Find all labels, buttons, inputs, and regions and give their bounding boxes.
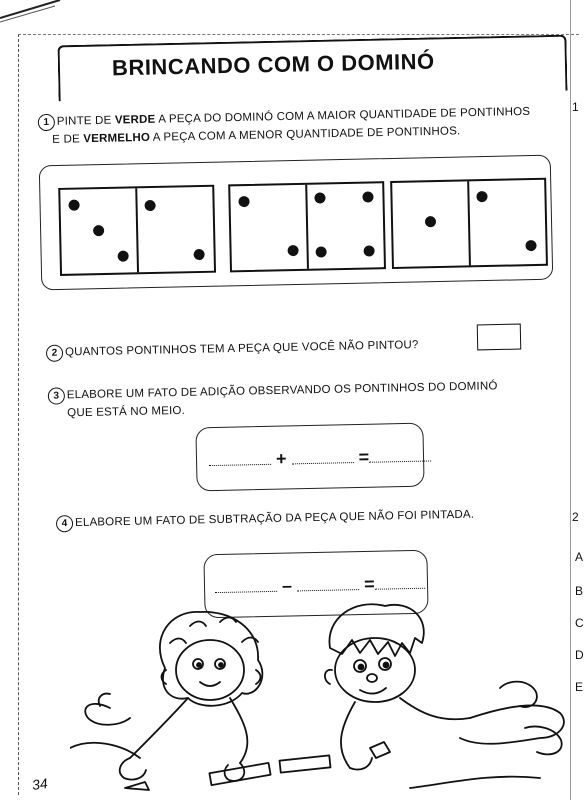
domino-2-right-half: [306, 183, 383, 269]
pip: [68, 200, 79, 211]
side-number-1: 1: [572, 100, 579, 114]
blank-result[interactable]: [375, 588, 425, 590]
side-letter-a: A: [575, 550, 584, 564]
page-number: 34: [30, 774, 49, 794]
q1-text-a: PINTE DE: [56, 114, 116, 128]
side-letter-b: B: [575, 584, 584, 598]
q2-answer-box[interactable]: [477, 324, 522, 351]
side-letter-e: E: [575, 680, 584, 694]
domino-3-left-half: [392, 181, 471, 267]
pip: [93, 225, 104, 236]
q3-text-line2: QUE ESTÁ NO MEIO.: [67, 404, 186, 420]
pip: [476, 191, 487, 202]
pip: [144, 200, 155, 211]
pip: [425, 216, 436, 227]
question-4-number: 4: [56, 515, 73, 532]
page-title: BRINCANDO COM O DOMINÓ: [111, 48, 435, 81]
question-1-number: 1: [38, 114, 55, 131]
domino-piece-2[interactable]: [228, 181, 386, 272]
blank-2[interactable]: [292, 462, 354, 464]
pip: [316, 246, 327, 257]
minus-sign: –: [281, 575, 293, 596]
addition-answer-box[interactable]: [195, 423, 424, 492]
pip: [194, 249, 205, 260]
blank-result[interactable]: [369, 460, 431, 462]
question-3-number: 3: [48, 387, 65, 404]
domino-1-right-half: [136, 187, 213, 273]
subtraction-equation: [215, 573, 425, 598]
q1-text-b: A PEÇA DO DOMINÓ COM A MAIOR QUANTIDADE DE PONTINHOS: [155, 105, 531, 126]
blank-2[interactable]: [297, 589, 359, 591]
q3-text-line1: ELABORE UM FATO DE ADIÇÃO OBSERVANDO OS PONTINHOS DO DOMINÓ: [66, 380, 498, 402]
question-2-number: 2: [46, 345, 63, 362]
blank-1[interactable]: [215, 591, 277, 593]
domino-2-left-half: [230, 185, 309, 271]
q1-text-c: E DE: [52, 133, 84, 146]
q1-green-word: VERDE: [114, 113, 156, 127]
domino-panel: [39, 155, 554, 291]
pip: [238, 196, 249, 207]
plus-sign: +: [275, 448, 287, 469]
pip: [362, 191, 373, 202]
side-letter-d: D: [575, 648, 584, 662]
blank-1[interactable]: [209, 464, 271, 466]
pip: [118, 251, 129, 262]
domino-piece-3[interactable]: [390, 178, 548, 269]
domino-piece-1[interactable]: [58, 185, 216, 276]
children-playing-dominoes-illustration: [70, 598, 570, 798]
equals-sign: =: [358, 446, 370, 467]
addition-equation: [209, 445, 431, 471]
domino-1-left-half: [60, 188, 139, 274]
side-number-2: 2: [572, 510, 579, 524]
pip: [287, 245, 298, 256]
pip: [363, 245, 374, 256]
q4-text: ELABORE UM FATO DE SUBTRAÇÃO DA PEÇA QUE NÃO FOI PINTADA.: [74, 508, 475, 529]
q1-text-d: A PEÇA COM A MENOR QUANTIDADE DE PONTINHOS.: [149, 125, 461, 144]
q1-red-word: VERMELHO: [83, 131, 151, 146]
pip: [314, 192, 325, 203]
pip: [525, 240, 536, 251]
equals-sign: =: [363, 573, 375, 594]
q2-text: QUANTOS PONTINHOS TEM A PEÇA QUE VOCÊ NÃO PINTOU?: [64, 339, 419, 359]
domino-3-right-half: [468, 180, 545, 266]
side-letter-c: C: [575, 616, 584, 630]
